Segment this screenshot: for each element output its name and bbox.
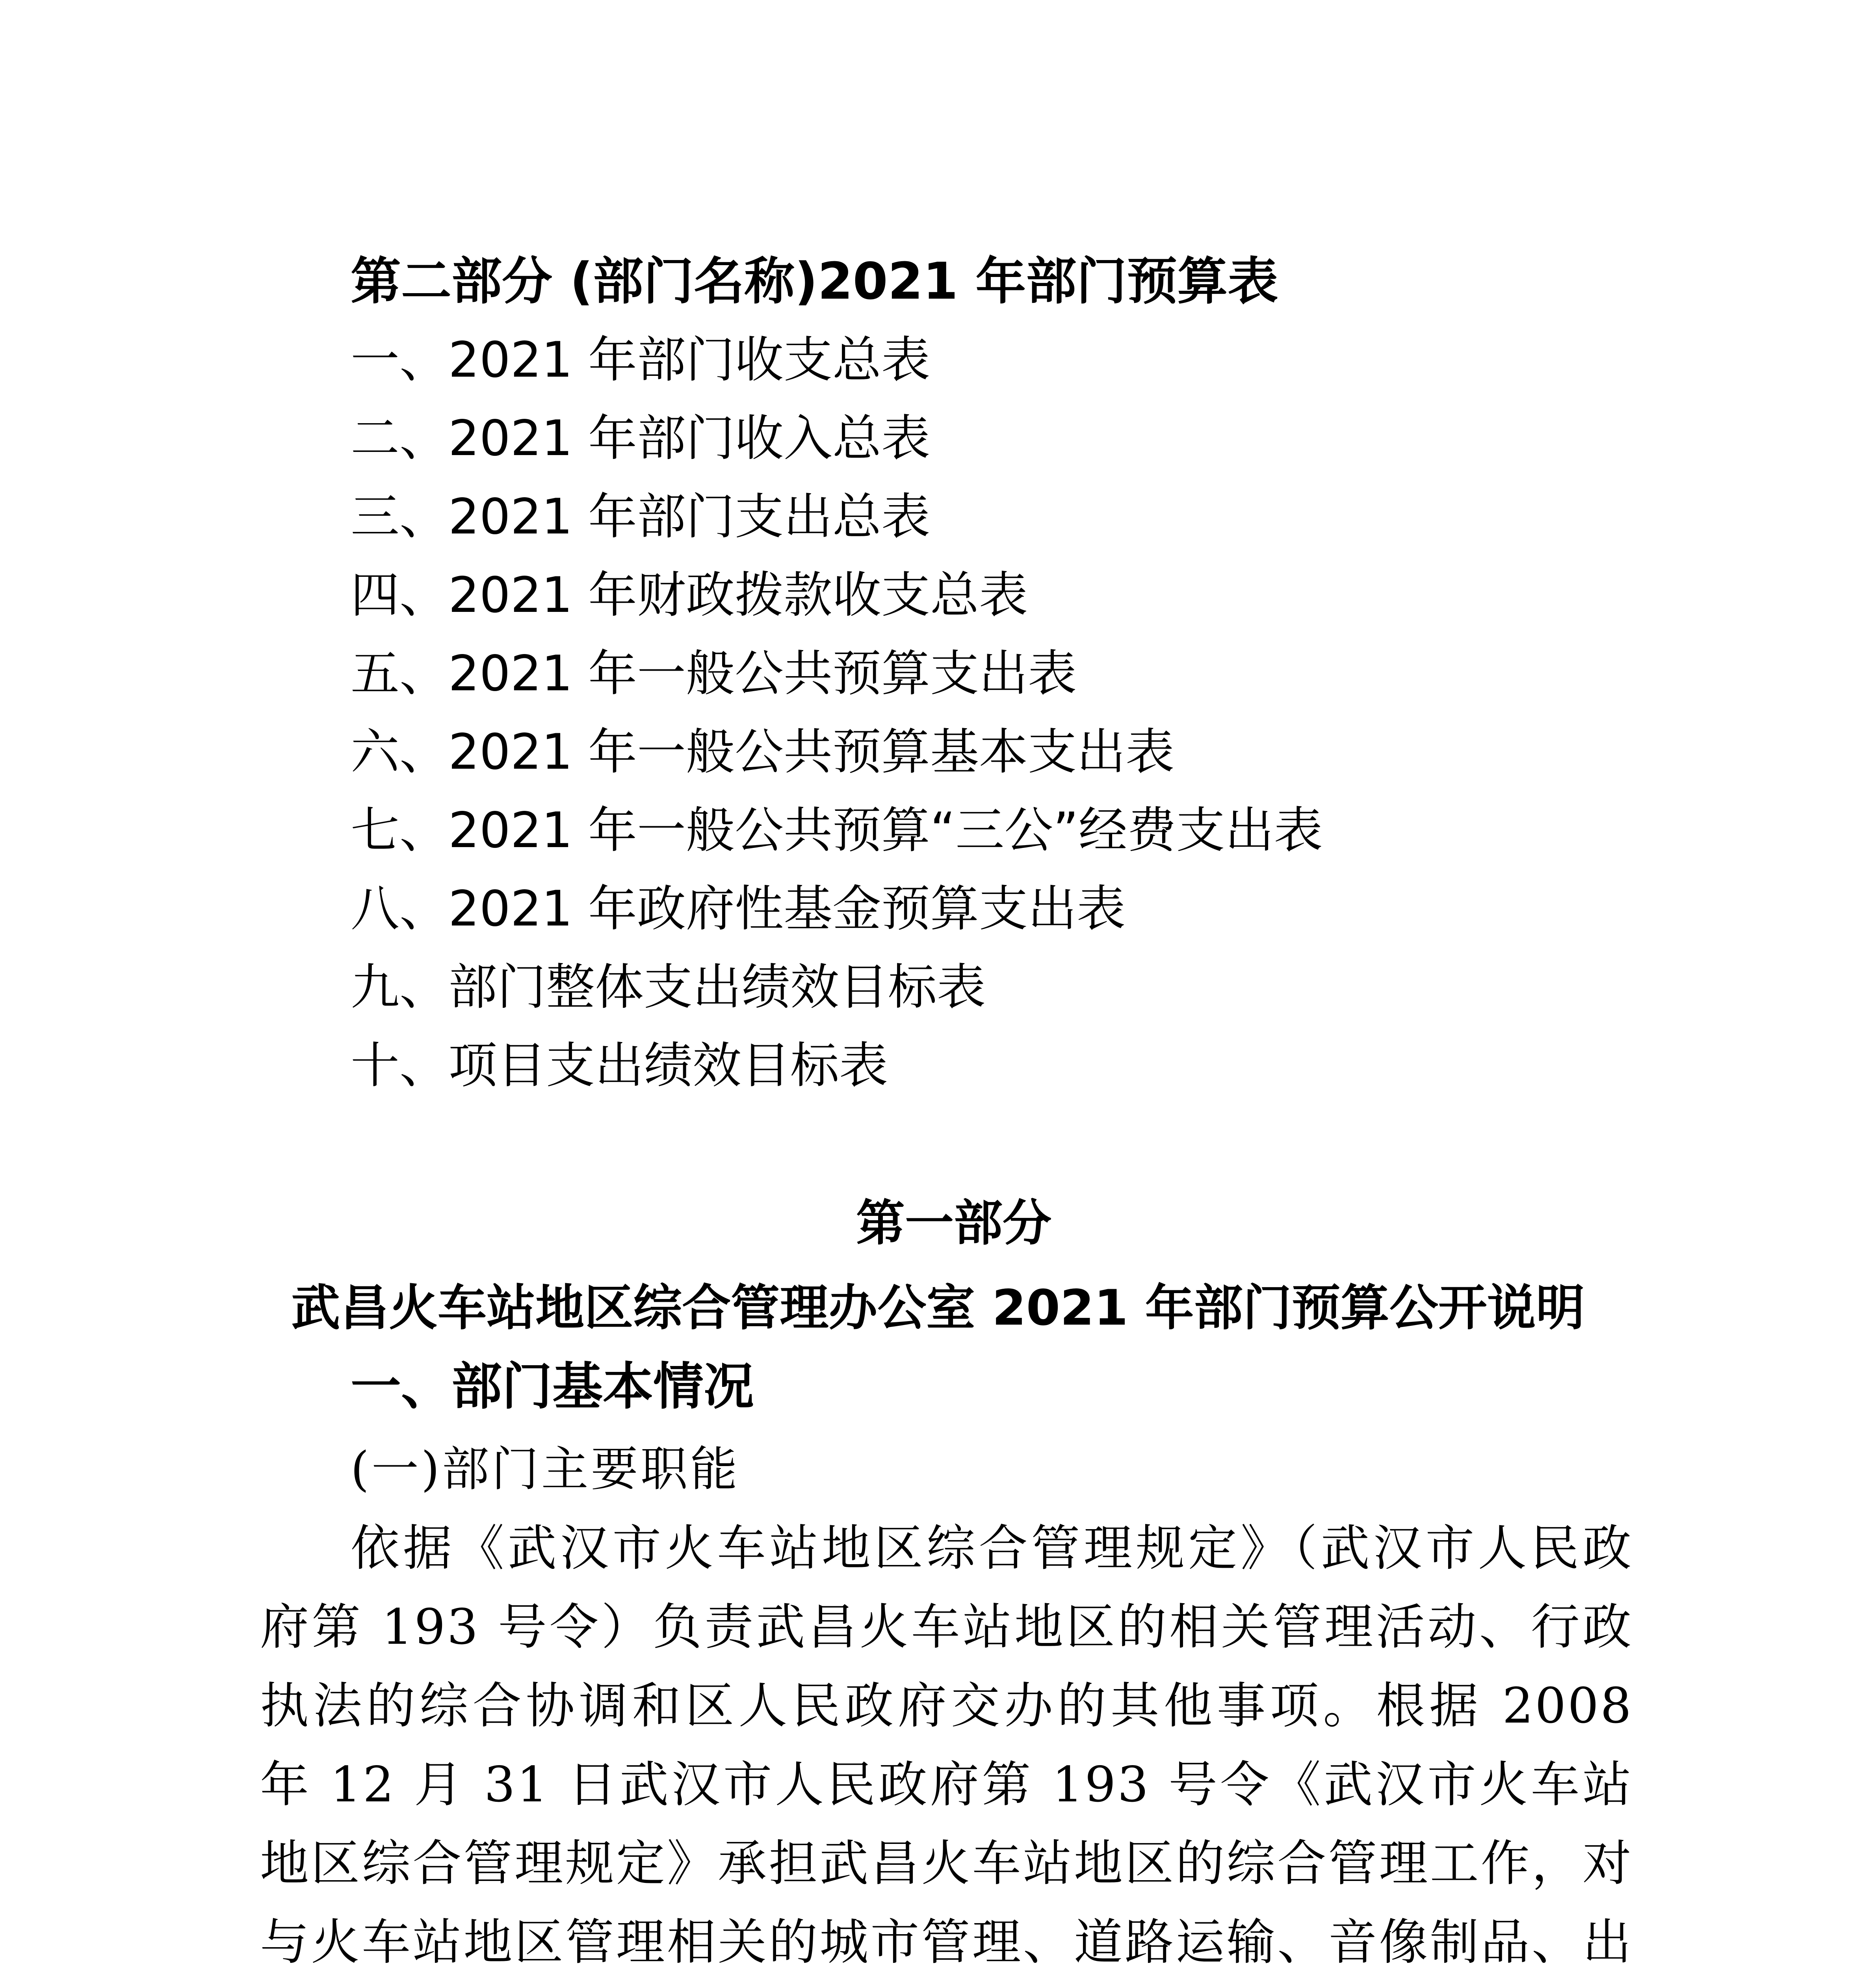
body-paragraph: 依据《武汉市火车站地区综合管理规定》（武汉市人民政府第 193 号令）负责武昌火车站地区的相关管理活动、行政执法的综合协调和区人民政府交办的其他事项。根据 2008 年 12 月 31 日武汉市人民政府第 193 号令《武汉市火车站地区综合管理规定》承担武昌火车站地区的综合管理工作，对与火车站地区管理相关的城市管理、道路运输、音像制品、出 [260, 1520, 1633, 1970]
toc-item: 三、2021 年部门支出总表 [351, 489, 930, 545]
toc-heading: 第二部分 (部门名称)2021 年部门预算表 [351, 252, 1278, 311]
section-heading: 一、部门基本情况 [351, 1357, 754, 1416]
toc-item: 四、2021 年财政拨款收支总表 [351, 567, 1028, 624]
toc-item: 六、2021 年一般公共预算基本支出表 [351, 724, 1174, 781]
toc-item: 五、2021 年一般公共预算支出表 [351, 645, 1077, 702]
part-label: 第一部分 [856, 1195, 1051, 1252]
toc-item: 七、2021 年一般公共预算“三公”经费支出表 [351, 802, 1323, 859]
toc-item: 二、2021 年部门收入总表 [351, 410, 930, 467]
subheading-main-functions: (一)部门主要职能 [351, 1442, 740, 1497]
toc-item: 九、部门整体支出绩效目标表 [351, 959, 986, 1016]
toc-item: 一、2021 年部门收支总表 [351, 332, 930, 388]
toc-item: 十、项目支出绩效目标表 [351, 1037, 888, 1094]
toc-list [351, 321, 1322, 1105]
toc-item: 八、2021 年政府性基金预算支出表 [351, 881, 1126, 937]
document-title: 武昌火车站地区综合管理办公室 2021 年部门预算公开说明 [291, 1280, 1585, 1336]
